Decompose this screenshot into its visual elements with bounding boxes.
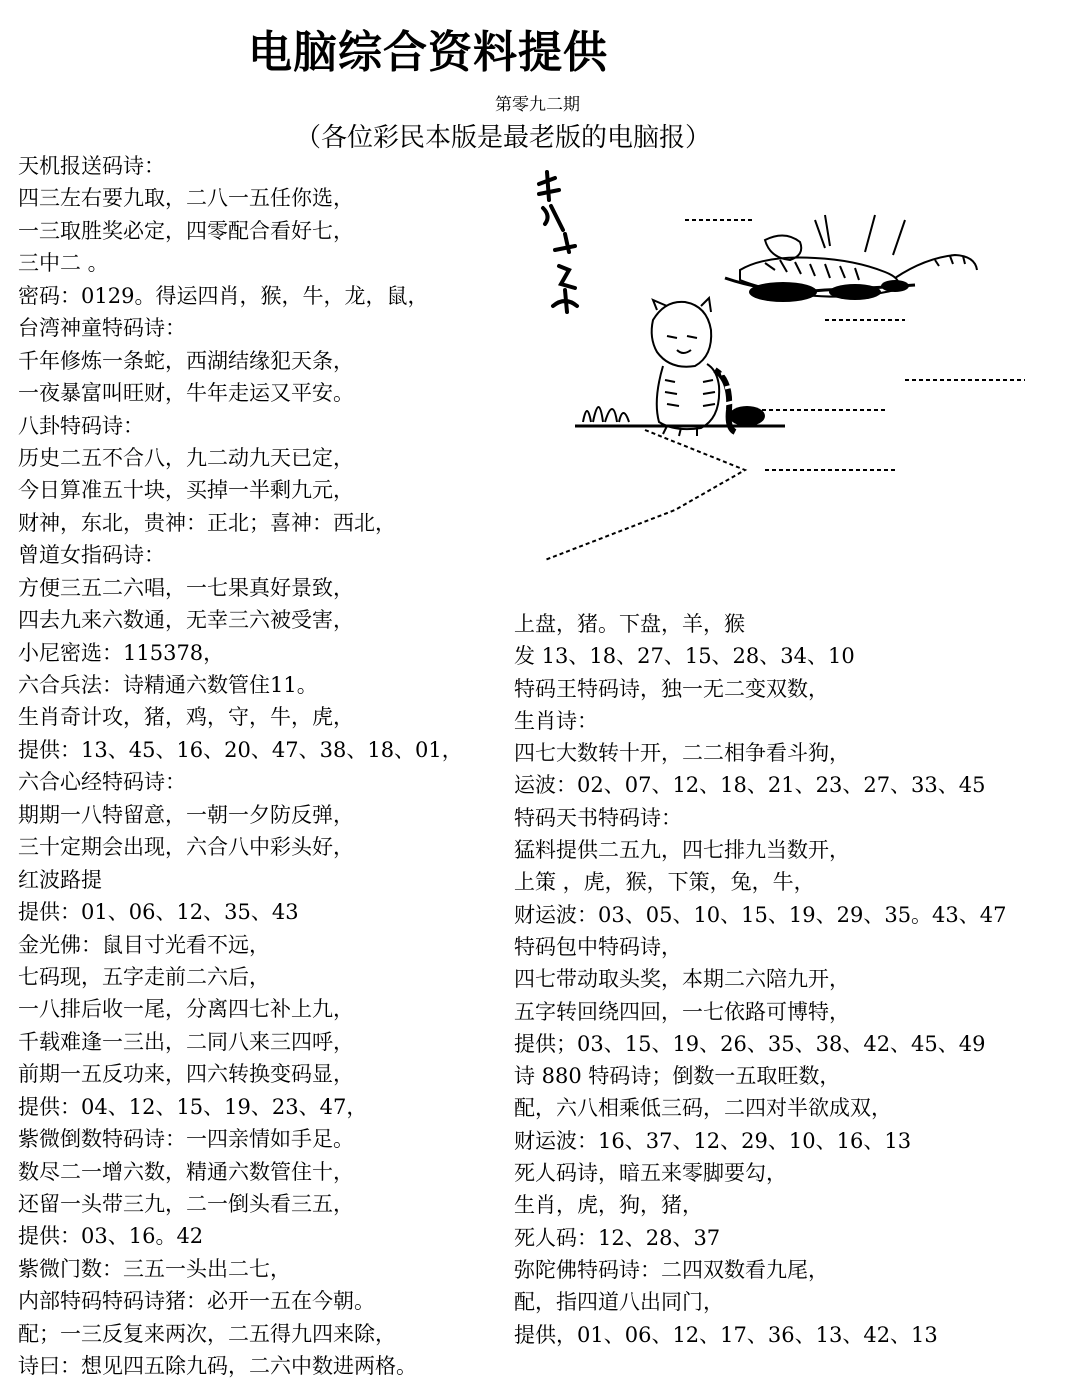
text-line: 生肖，虎，狗，猪， xyxy=(514,1193,703,1218)
text-line: 运波：02、07、12、18、21、23、27、33、45 xyxy=(514,773,986,798)
text-line: 内部特码特码诗猪：必开一五在今朝。 xyxy=(18,1289,375,1314)
text-line: 猛料提供二五九，四七排九当数开， xyxy=(514,838,850,863)
text-line: 紫微门数：三五一头出二七， xyxy=(18,1256,291,1281)
issue-number: 第零九二期 xyxy=(495,95,580,115)
text-line: 数尽二一增六数，精通六数管住十， xyxy=(18,1159,354,1184)
tiger-cubs-illustration xyxy=(525,160,1045,580)
text-line: 八卦特码诗： xyxy=(18,413,144,438)
text-line: 历史二五不合八，九二动九天已定， xyxy=(18,445,354,470)
text-line: 提供，01、06、12、17、36、13、42、13 xyxy=(514,1322,938,1347)
small-rock xyxy=(729,406,765,426)
text-line: 千载难逢一三出，二同八来三四呼， xyxy=(18,1029,354,1054)
text-line: 密码：0129。得运四肖，猴，牛，龙，鼠， xyxy=(18,283,429,308)
text-line: 曾道女指码诗： xyxy=(18,543,165,568)
text-line: 财运波：03、05、10、15、19、29、35。43、47 xyxy=(514,902,1007,927)
text-line: 提供；03、15、19、26、35、38、42、45、49 xyxy=(514,1031,986,1056)
text-line: 财神，东北，贵神：正北；喜神：西北， xyxy=(18,510,396,535)
text-line: 提供：13、45、16、20、47、38、18、01， xyxy=(18,737,463,762)
text-line: 六合兵法：诗精通六数管住11。 xyxy=(18,673,318,697)
text-line: 三中二 。 xyxy=(18,251,109,276)
text-line: 天机报送码诗： xyxy=(18,154,165,178)
text-line: 三十定期会出现，六合八中彩头好， xyxy=(18,835,354,860)
text-line: 发 13、18、27、15、28、34、10 xyxy=(514,644,855,669)
text-line: 提供：04、12、15、19、23、47， xyxy=(18,1094,368,1119)
text-line: 一八排后收一尾，分离四七补上九， xyxy=(18,997,354,1022)
text-line: 配；一三反复来两次，二五得九四来除， xyxy=(18,1321,396,1346)
text-line: 死人码诗，暗五来零脚要勾， xyxy=(514,1161,787,1186)
left-column xyxy=(18,150,498,1383)
text-line: 一三取胜奖必定，四零配合看好七， xyxy=(18,218,354,243)
text-line: 四七带动取头奖，本期二六陪九开， xyxy=(514,967,850,992)
calligraphy-signature xyxy=(539,172,577,312)
page-subtitle: （各位彩民本版是最老版的电脑报） xyxy=(295,123,712,153)
text-line: 配，六八相乘低三码，二四对半欲成双， xyxy=(514,1096,892,1121)
text-line: 今日算准五十块，买掉一半剩九元， xyxy=(18,478,354,503)
text-line: 提供：03、16。42 xyxy=(18,1224,204,1249)
text-line: 死人码：12、28、37 xyxy=(514,1225,721,1250)
text-line: 弥陀佛特码诗：二四双数看九尾， xyxy=(514,1257,829,1282)
text-line: 五字转回绕四回，一七依路可博特， xyxy=(514,999,850,1024)
ground-lines xyxy=(545,220,1025,560)
text-line: 生肖诗： xyxy=(514,708,598,733)
text-line: 诗 880 特码诗；倒数一五取旺数， xyxy=(514,1064,841,1089)
text-line: 四去九来六数通，无幸三六被受害， xyxy=(18,608,354,633)
text-line: 台湾神童特码诗： xyxy=(18,316,186,341)
right-column xyxy=(514,608,1054,1351)
text-line: 生肖奇计攻，猪，鸡，守，牛，虎， xyxy=(18,705,354,730)
text-line: 上策 ，虎，猴，下策，兔，牛， xyxy=(514,870,815,895)
text-line: 还留一头带三九，二一倒头看三五， xyxy=(18,1192,354,1216)
text-line: 期期一八特留意，一朝一夕防反弹， xyxy=(18,802,354,827)
text-line: 四七大数转十开，二二相争看斗狗， xyxy=(514,741,850,766)
text-line: 财运波：16、37、12、29、10、16、13 xyxy=(514,1128,912,1153)
text-line: 六合心经特码诗： xyxy=(18,770,186,795)
text-line: 红波路提 xyxy=(18,867,102,892)
text-line: 提供：01、06、12、35、43 xyxy=(18,900,299,925)
text-line: 紫微倒数特码诗：一四亲情如手足。 xyxy=(18,1127,354,1152)
text-line: 金光佛：鼠目寸光看不远， xyxy=(18,932,270,957)
sitting-tiger-cub xyxy=(652,298,735,436)
text-line: 特码王特码诗，独一无二变双数， xyxy=(514,676,829,701)
text-line: 七码现，五字走前二六后， xyxy=(18,964,270,989)
text-line: 千年修炼一条蛇，西湖结缘犯天条， xyxy=(18,348,354,373)
text-line: 小尼密选：115378， xyxy=(18,640,225,665)
text-line: 上盘，猪。下盘，羊，猴 xyxy=(514,612,745,636)
text-line: 四三左右要九取，二八一五任你选， xyxy=(18,186,354,211)
text-line: 方便三五二六唱，一七果真好景致， xyxy=(18,575,354,600)
text-line: 前期一五反功来，四六转换变码显， xyxy=(18,1062,354,1087)
page-title: 电脑综合资料提供 xyxy=(248,27,608,78)
text-line: 配，指四道八出同门， xyxy=(514,1290,724,1315)
text-line: 特码天书特码诗： xyxy=(514,805,682,830)
text-line: 诗曰：想见四五除九码，二六中数进两格。 xyxy=(18,1354,417,1379)
text-line: 一夜暴富叫旺财，牛年走运又平安。 xyxy=(18,381,354,406)
text-line: 特码包中特码诗， xyxy=(514,934,682,959)
